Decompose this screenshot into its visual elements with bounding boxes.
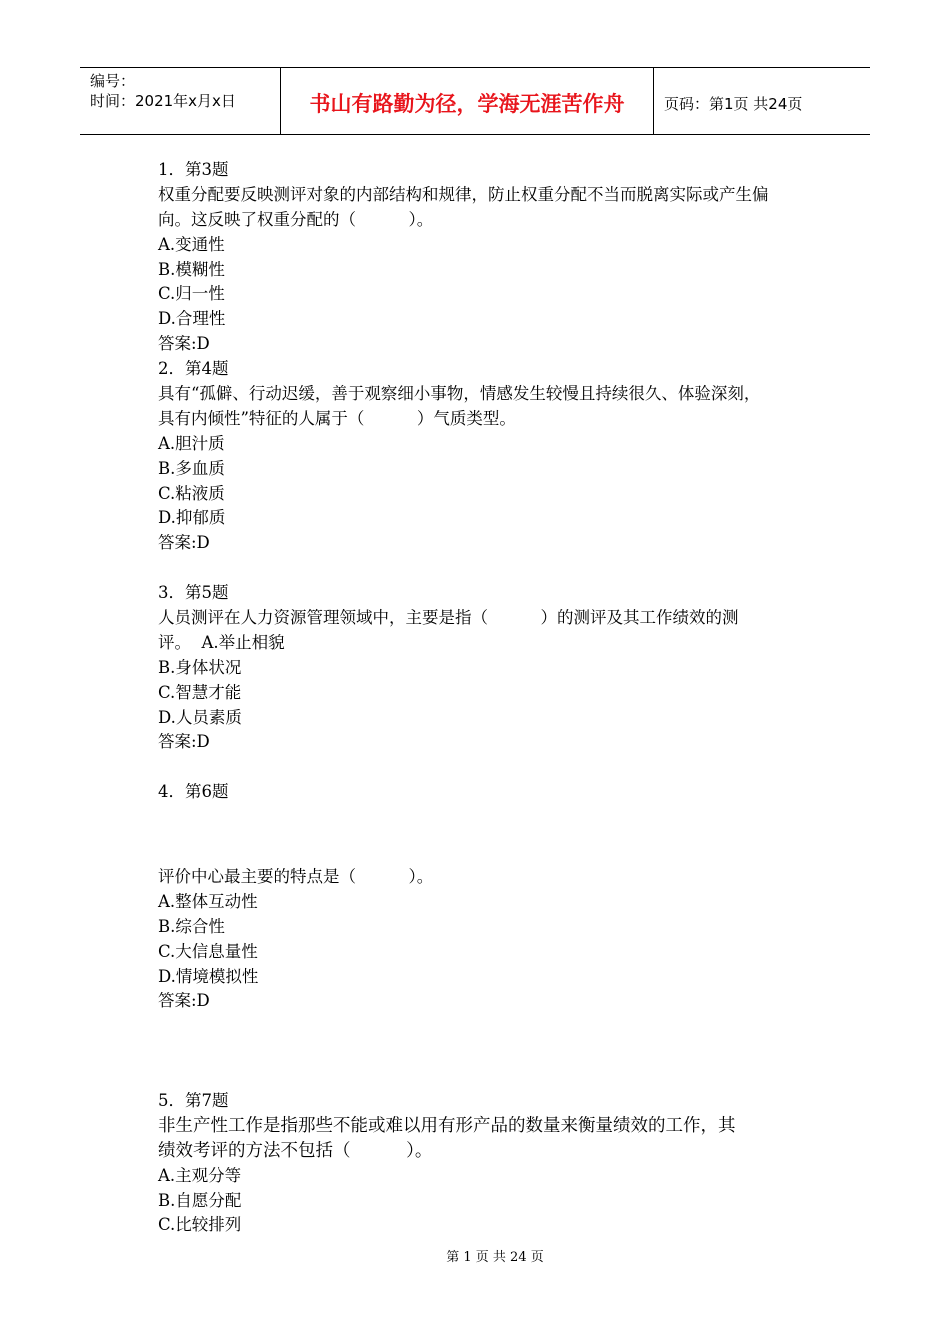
option-d: D.情境模拟性 (158, 966, 259, 986)
question-3 (158, 581, 798, 755)
header-page-info: 页码：第1页 共24页 (664, 94, 803, 113)
question-title: 1．第3题 (158, 160, 229, 179)
question-1 (158, 158, 798, 357)
option-a: A.整体互动性 (158, 891, 258, 911)
option-d: D.抑郁质 (158, 508, 226, 528)
question-stem-line: 具有“孤僻、行动迟缓，善于观察细小事物，情感发生较慢且持续很久、体验深刻， (158, 384, 761, 404)
header-meta (80, 68, 281, 134)
option-a: A.变通性 (158, 234, 225, 254)
question-title: 3．第5题 (158, 583, 229, 603)
option-a: A.主观分等 (158, 1165, 242, 1185)
question-title: 5．第7题 (158, 1090, 229, 1110)
option-c: C.归一性 (158, 284, 225, 304)
option-c: C.比较排列 (158, 1215, 242, 1235)
page-header (80, 67, 870, 135)
question-title: 4．第6题 (158, 782, 229, 802)
option-c: C.大信息量性 (158, 941, 258, 961)
date-label: 时间：2021年x月x日 (90, 92, 236, 110)
option-d: D.人员素质 (158, 707, 242, 727)
header-motto: 书山有路勤为径，学海无涯苦作舟 (281, 68, 654, 134)
option-b: B.多血质 (158, 458, 225, 478)
question-stem-line: 人员测评在人力资源管理领域中，主要是指（ ）的测评及其工作绩效的测 (158, 608, 739, 628)
option-c: C.智慧才能 (158, 682, 242, 702)
question-title: 2．第4题 (158, 359, 229, 379)
option-b: B.身体状况 (158, 657, 242, 677)
option-b: B.自愿分配 (158, 1190, 242, 1210)
question-stem-line: 绩效考评的方法不包括（ ）。 (158, 1140, 433, 1161)
page-footer: 第 1 页 共 24 页 (446, 1250, 544, 1265)
option-b: B.模糊性 (158, 259, 225, 279)
answer: 答案:D (158, 732, 210, 752)
answer: 答案:D (158, 991, 210, 1011)
question-stem-line: 非生产性工作是指那些不能或难以用有形产品的数量来衡量绩效的工作，其 (158, 1115, 736, 1136)
question-stem-line: 具有内倾性”特征的人属于（ ）气质类型。 (158, 408, 516, 428)
question-stem-line: 评。 A.举止相貌 (158, 632, 285, 652)
question-stem-line: 评价中心最主要的特点是（ ）。 (158, 866, 434, 886)
option-b: B.综合性 (158, 916, 225, 936)
question-5 (158, 1089, 798, 1238)
option-d: D.合理性 (158, 309, 226, 329)
question-2 (158, 357, 798, 556)
question-stem-line: 权重分配要反映测评对象的内部结构和规律，防止权重分配不当而脱离实际或产生偏 (158, 184, 769, 204)
answer: 答案:D (158, 334, 210, 354)
option-a: A.胆汁质 (158, 433, 225, 453)
answer: 答案:D (158, 533, 210, 553)
question-list (158, 158, 798, 1238)
question-stem-line: 向。这反映了权重分配的（ ）。 (158, 209, 434, 229)
question-4 (158, 780, 798, 1014)
number-label: 编号： (90, 72, 136, 90)
option-c: C.粘液质 (158, 483, 225, 503)
